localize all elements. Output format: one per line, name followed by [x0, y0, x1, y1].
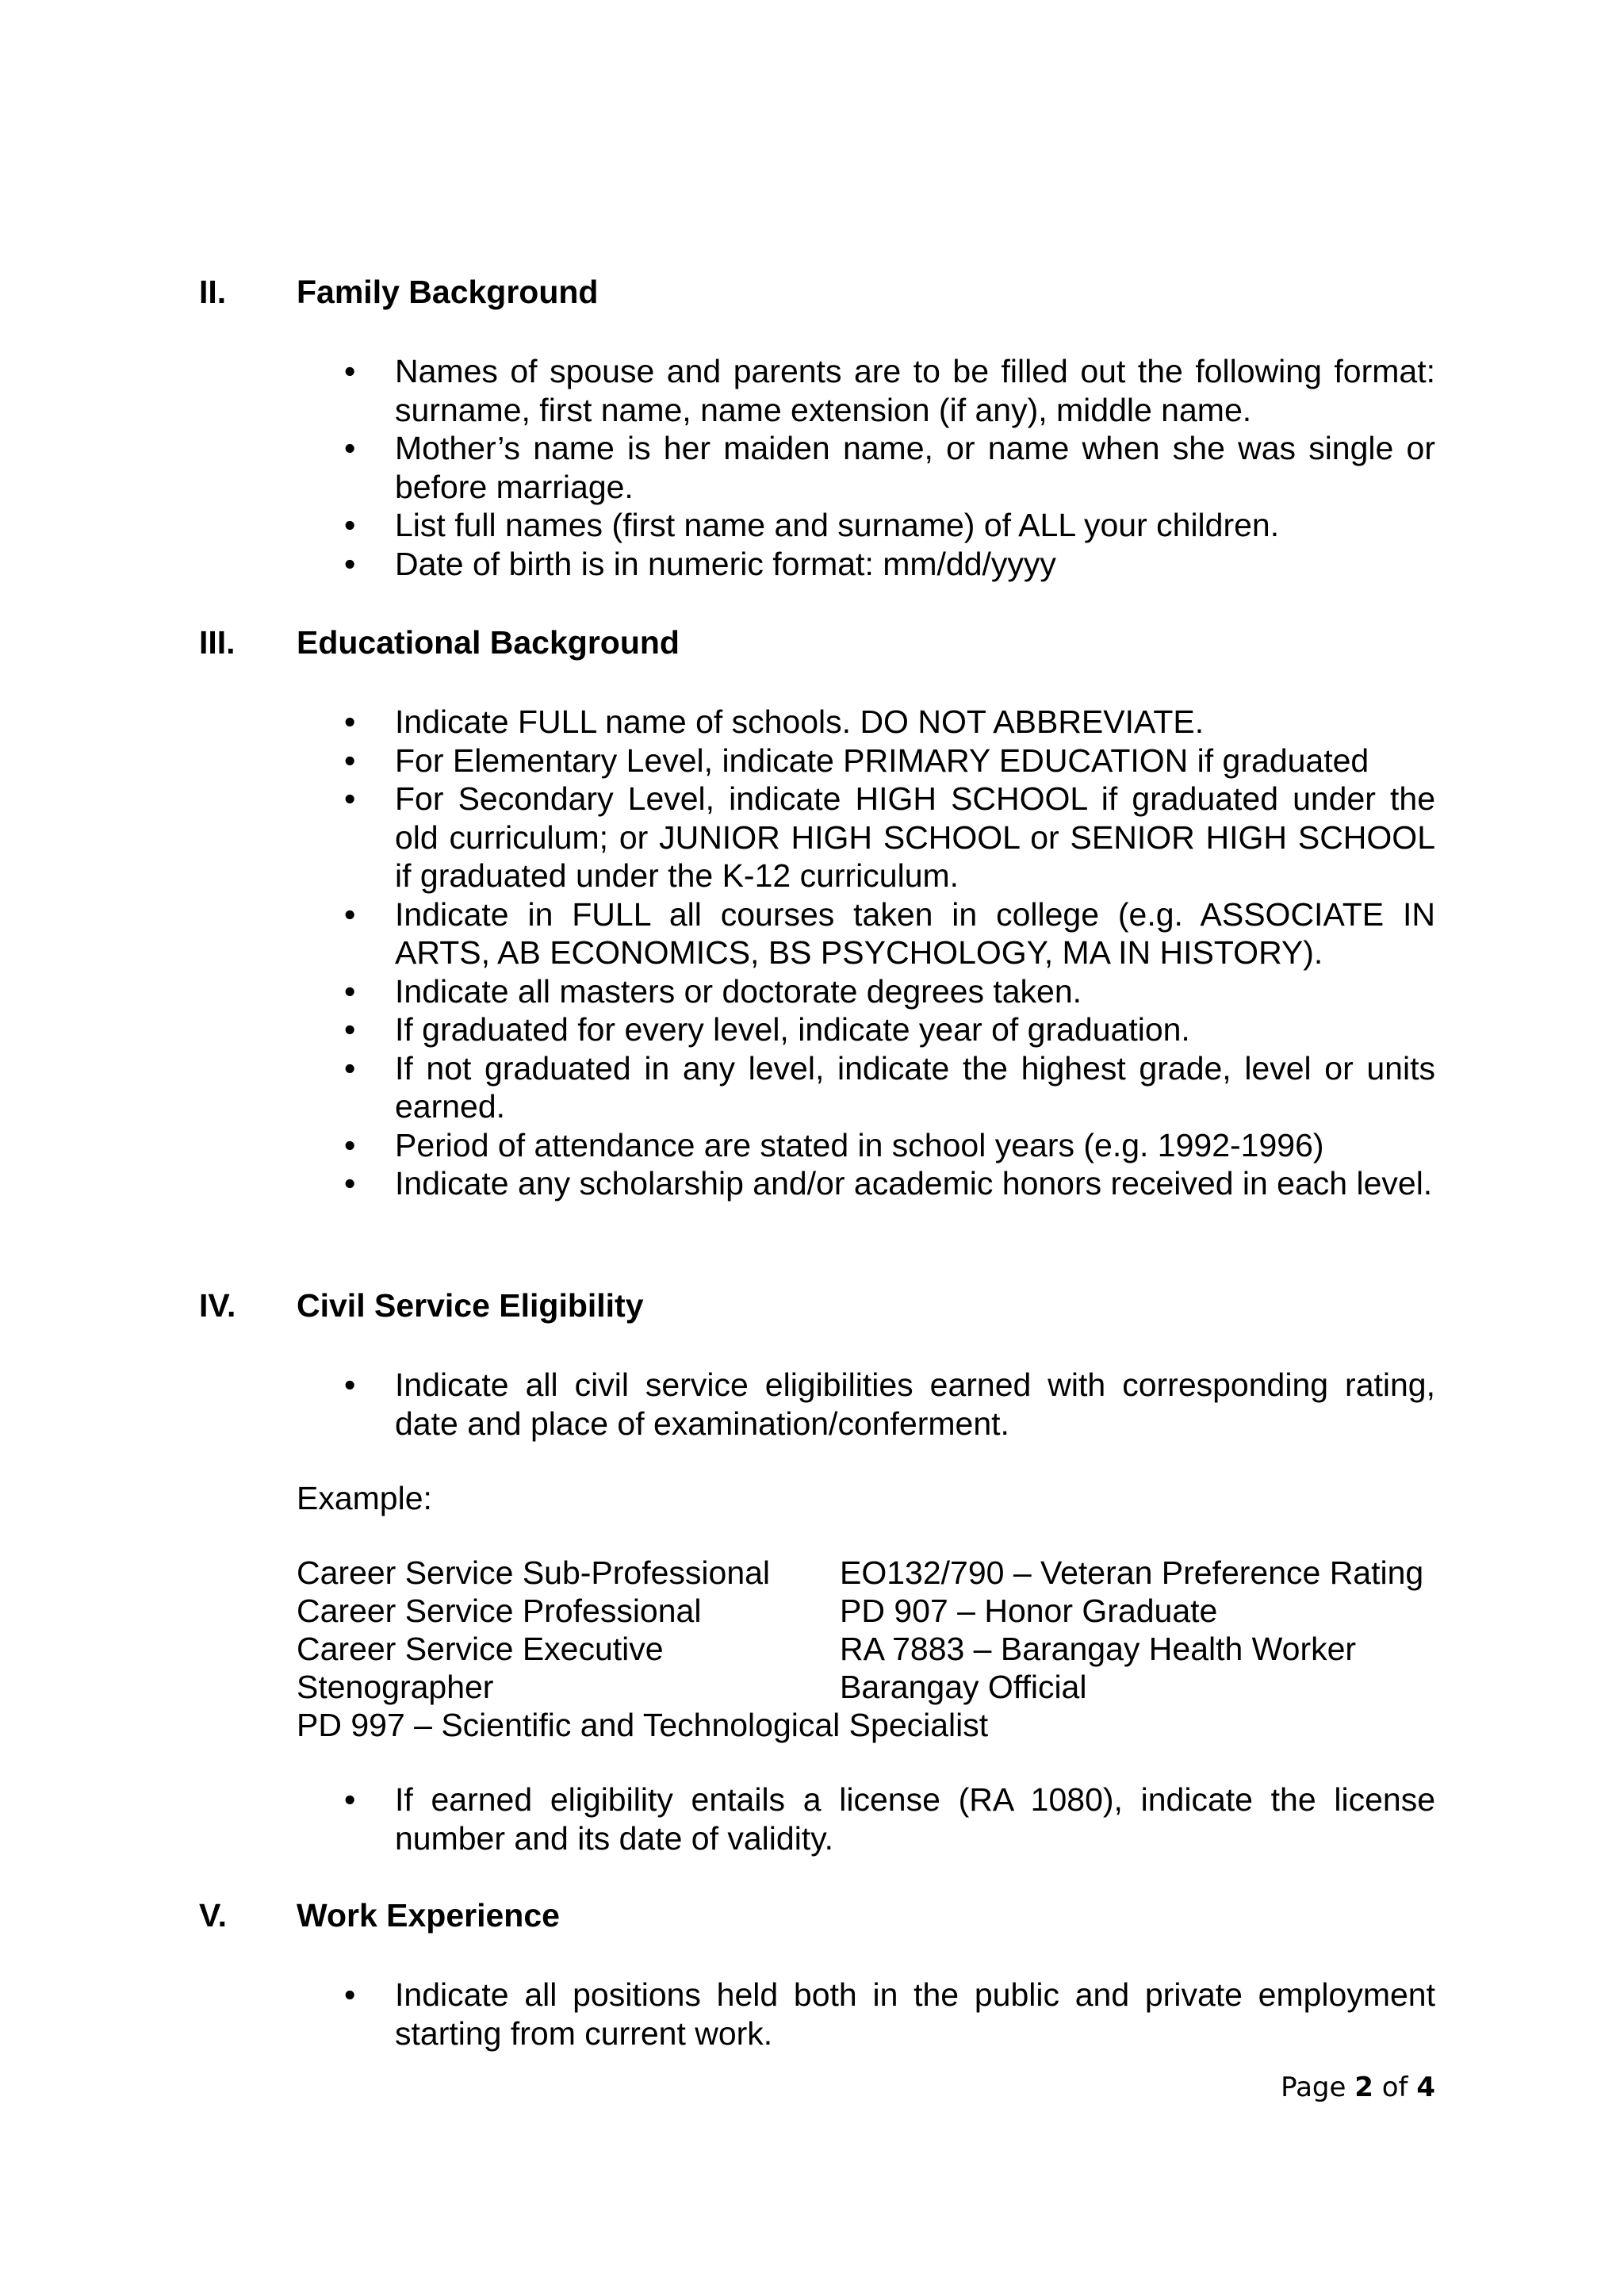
list-item: • Date of birth is in numeric format: mm/dd/yyyy — [395, 545, 1435, 584]
eligibility-left-3: Career Service Executive — [297, 1631, 664, 1667]
list-item: • If earned eligibility entails a license (RA 1080), indicate the license number and its date of validity. — [395, 1780, 1435, 1857]
eligibility-right-4: Barangay Official — [840, 1669, 1087, 1705]
list-item: • Indicate all positions held both in the public and private employment starting from current work. — [395, 1976, 1435, 2053]
eligibility-right-3: RA 7883 – Barangay Health Worker — [840, 1631, 1357, 1667]
section-title: Civil Service Eligibility — [297, 1287, 644, 1324]
list-item: • For Elementary Level, indicate PRIMARY EDUCATION if graduated — [395, 742, 1435, 780]
list-item: • If graduated for every level, indicate year of graduation. — [395, 1010, 1435, 1049]
list-item: • For Secondary Level, indicate HIGH SCHOOL if graduated under the old curriculum; or JUNIOR HIGH SCHOOL or SENIOR HIGH SCHOOL if graduated under the K-12 curriculum. — [395, 780, 1435, 895]
section-number: III. — [199, 624, 236, 661]
list-item: • Indicate any scholarship and/or academic honors received in each level. — [395, 1164, 1435, 1203]
page-label: Page — [1281, 2072, 1346, 2103]
bullet-list — [0, 352, 1624, 583]
list-item: • Names of spouse and parents are to be filled out the following format: surname, first name, name extension (if any), middle name. — [395, 352, 1435, 429]
list-item: • Mother’s name is her maiden name, or name when she was single or before marriage. — [395, 429, 1435, 506]
bullet-list — [0, 1366, 1624, 1443]
eligibility-last: PD 997 – Scientific and Technological Specialist — [297, 1707, 989, 1743]
eligibility-right-2: PD 907 – Honor Graduate — [840, 1593, 1218, 1629]
eligibility-left-2: Career Service Professional — [297, 1593, 702, 1629]
list-item: • If not graduated in any level, indicate the highest grade, level or units earned. — [395, 1049, 1435, 1126]
of-label: of — [1381, 2072, 1408, 2103]
section-title: Family Background — [297, 274, 599, 310]
page-current: 2 — [1354, 2072, 1373, 2103]
eligibility-left-4: Stenographer — [297, 1669, 494, 1705]
list-item: • Indicate FULL name of schools. DO NOT ABBREVIATE. — [395, 703, 1435, 742]
section-number: V. — [199, 1897, 227, 1934]
list-item: • Indicate all civil service eligibilities earned with corresponding rating, date and place of examination/conferment. — [395, 1366, 1435, 1443]
bullet-list — [0, 1780, 1624, 1857]
section-title: Work Experience — [297, 1897, 560, 1934]
section-number: II. — [199, 274, 227, 310]
list-item: • Indicate in FULL all courses taken in college (e.g. ASSOCIATE IN ARTS, AB ECONOMICS, BS PSYCHOLOGY, MA IN HISTORY). — [395, 895, 1435, 972]
eligibility-left-1: Career Service Sub-Professional — [297, 1554, 771, 1591]
list-item: • Indicate all masters or doctorate degrees taken. — [395, 972, 1435, 1011]
list-item: • Period of attendance are stated in school years (e.g. 1992-1996) — [395, 1126, 1435, 1165]
bullet-list — [0, 1976, 1624, 2053]
page-footer — [1281, 2072, 1435, 2103]
section-number: IV. — [199, 1287, 236, 1324]
eligibility-right-1: EO132/790 – Veteran Preference Rating — [840, 1554, 1424, 1591]
list-item: • List full names (first name and surname) of ALL your children. — [395, 506, 1435, 545]
page-total: 4 — [1416, 2072, 1435, 2103]
bullet-list — [0, 703, 1624, 1203]
example-label: Example: — [297, 1480, 432, 1516]
section-title: Educational Background — [297, 624, 680, 661]
